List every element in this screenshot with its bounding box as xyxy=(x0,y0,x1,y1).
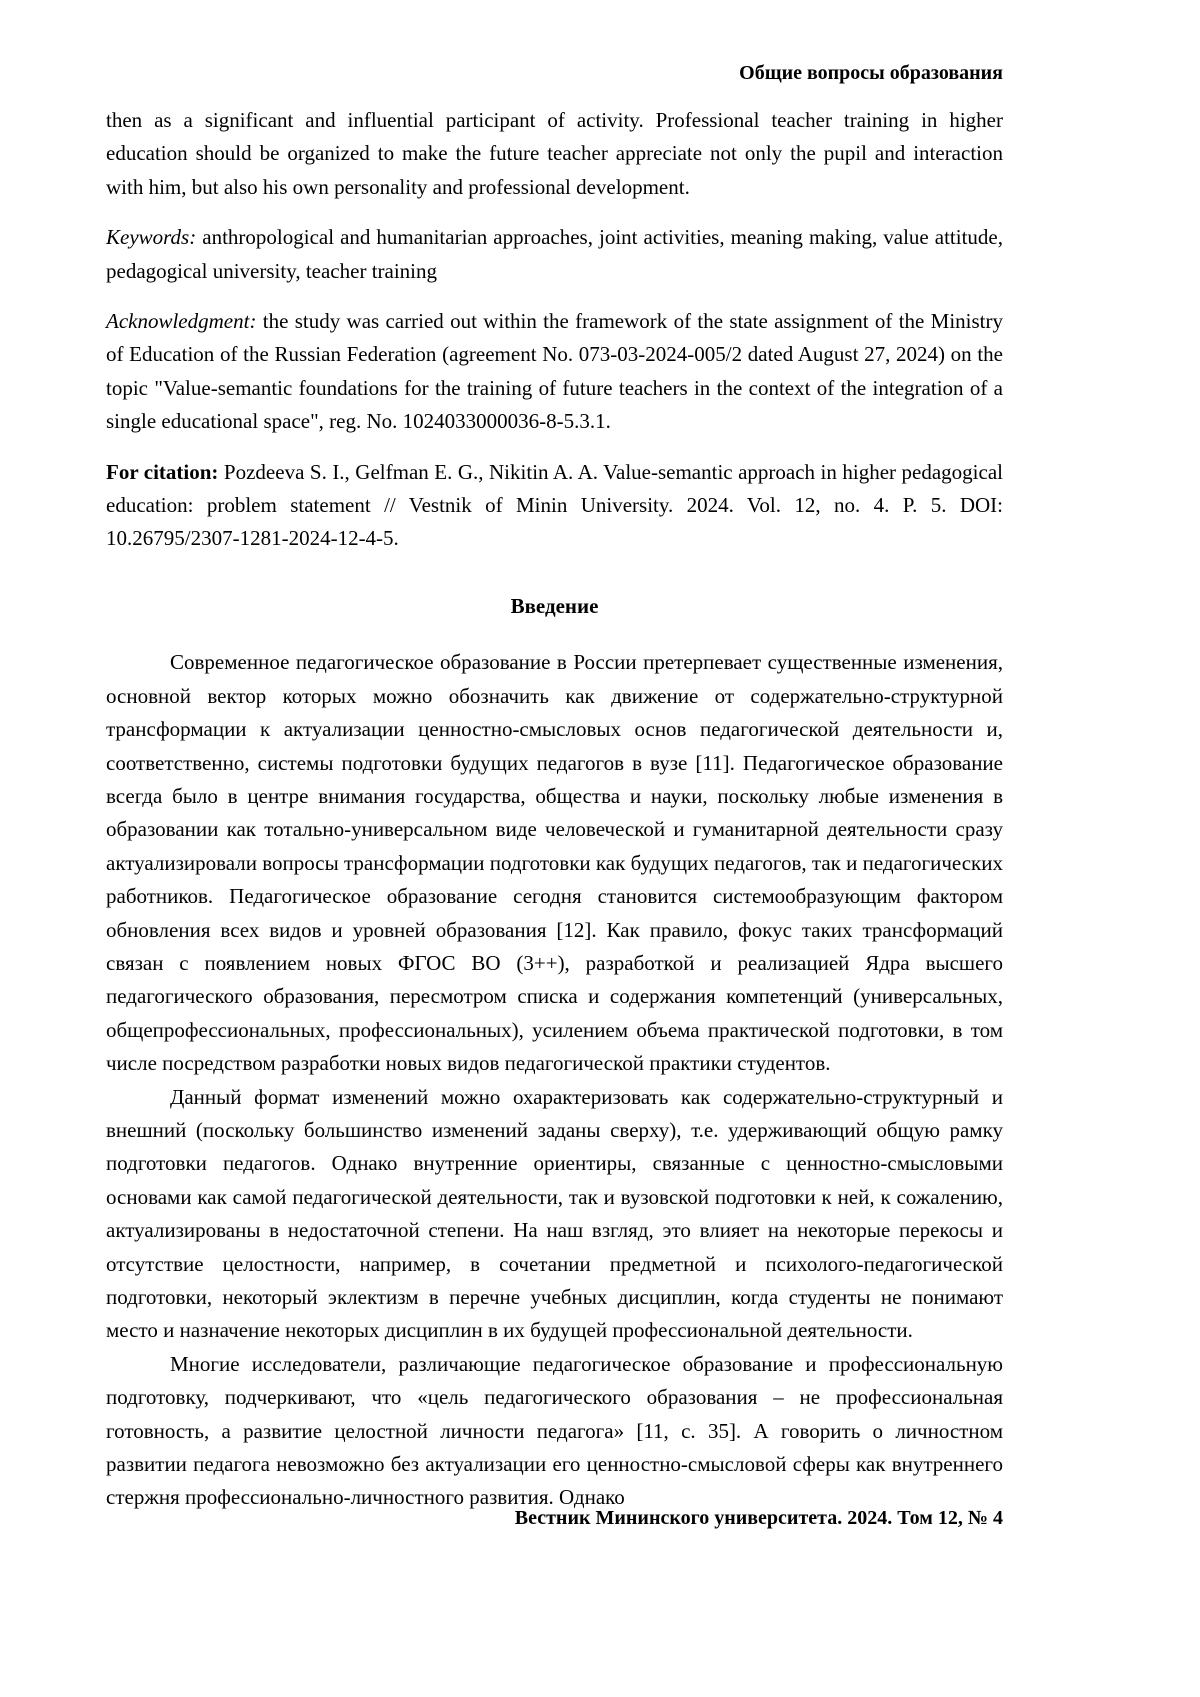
section-heading-introduction: Введение xyxy=(510,593,599,618)
keywords-paragraph xyxy=(106,221,1003,288)
introduction-paragraph-2: Данный формат изменений можно охарактеризовать как содержательно-структурный и внешний (поскольку большинство изменений заданы сверху), т.е. удерживающий общую рамку подготовки педагогов. Однако внутренние ориентиры, связанные с ценностно-смысловыми основами как самой педагогической деятельности, так и вузовской подготовки к ней, к сожалению, актуализированы в недостаточной степени. На наш взгляд, это влияет на некоторые перекосы и отсутствие целостности, например, в сочетании предметной и психолого-педагогической подготовки, некоторый эклектизм в перечне учебных дисциплин, когда студенты не понимают место и назначение некоторых дисциплин в их будущей профессиональной деятельности. xyxy=(106,1084,1003,1343)
page-content xyxy=(106,60,1003,1515)
running-header: Общие вопросы образования xyxy=(739,62,1003,84)
abstract-continuation-paragraph: then as a significant and influential participant of activity. Professional teacher training in higher education should be organized to make the future teacher appreciate not only the pupil and interaction with him, but also his own personality and professional development. xyxy=(106,108,1003,199)
citation-text: Pozdeeva S. I., Gelfman E. G., Nikitin A. A. Value-semantic approach in higher pedagogical education: problem statement // Vestnik of Minin University. 2024. Vol. 12, no. 4. P. 5. DOI: 10.26795/2307-1281-2024-12-4-5. xyxy=(106,459,1003,551)
citation-paragraph xyxy=(106,456,1003,556)
acknowledgment-label: Acknowledgment: xyxy=(106,309,257,334)
acknowledgment-paragraph xyxy=(106,305,1003,439)
introduction-paragraph-3: Многие исследователи, различающие педагогическое образование и профессиональную подготовку, подчеркивают, что «цель педагогического образования – не профессиональная готовность, а развитие целостной личности педагога» [11, с. 35]. А говорить о личностном развитии педагога невозможно без актуализации его ценностно-смысловой сферы как внутреннего стержня профессионально-личностного развития. Однако xyxy=(106,1351,1003,1510)
keywords-text: anthropological and humanitarian approaches, joint activities, meaning making, value attitude, pedagogical university, teacher training xyxy=(106,225,1003,283)
keywords-label: Keywords: xyxy=(106,225,197,250)
introduction-paragraph-1: Современное педагогическое образование в России претерпевает существенные изменения, основной вектор которых можно обозначить как движение от содержательно-структурной трансформации к актуализации ценностно-смысловых основ педагогической деятельности и, соответственно, системы подготовки будущих педагогов в вузе [11]. Педагогическое образование всегда было в центре внимания государства, общества и науки, поскольку любые изменения в образовании как тотально-универсальном виде человеческой и гуманитарной деятельности сразу актуализировали вопросы трансформации подготовки как будущих педагогов, так и педагогических работников. Педагогическое образование сегодня становится системообразующим фактором обновления всех видов и уровней образования [12]. Как правило, фокус таких трансформаций связан с появлением новых ФГОС ВО (3++), разработкой и реализацией Ядра высшего педагогического образования, пересмотром списка и содержания компетенций (универсальных, общепрофессиональных, профессиональных), усилением объема практической подготовки, в том числе посредством разработки новых видов педагогической практики студентов. xyxy=(106,650,1003,1076)
acknowledgment-text: the study was carried out within the framework of the state assignment of the Ministry of Education of the Russian Federation (agreement No. 073-03-2024-005/2 dated August 27, 2024) on the topic "Value-semantic foundations for the training of future teachers in the context of the integration of a single educational space", reg. No. 1024033000036-8-5.3.1. xyxy=(106,309,1003,434)
page-footer: Вестник Мининского университета. 2024. Том 12, № 4 xyxy=(514,1507,1003,1529)
citation-label: For citation: xyxy=(106,459,219,484)
